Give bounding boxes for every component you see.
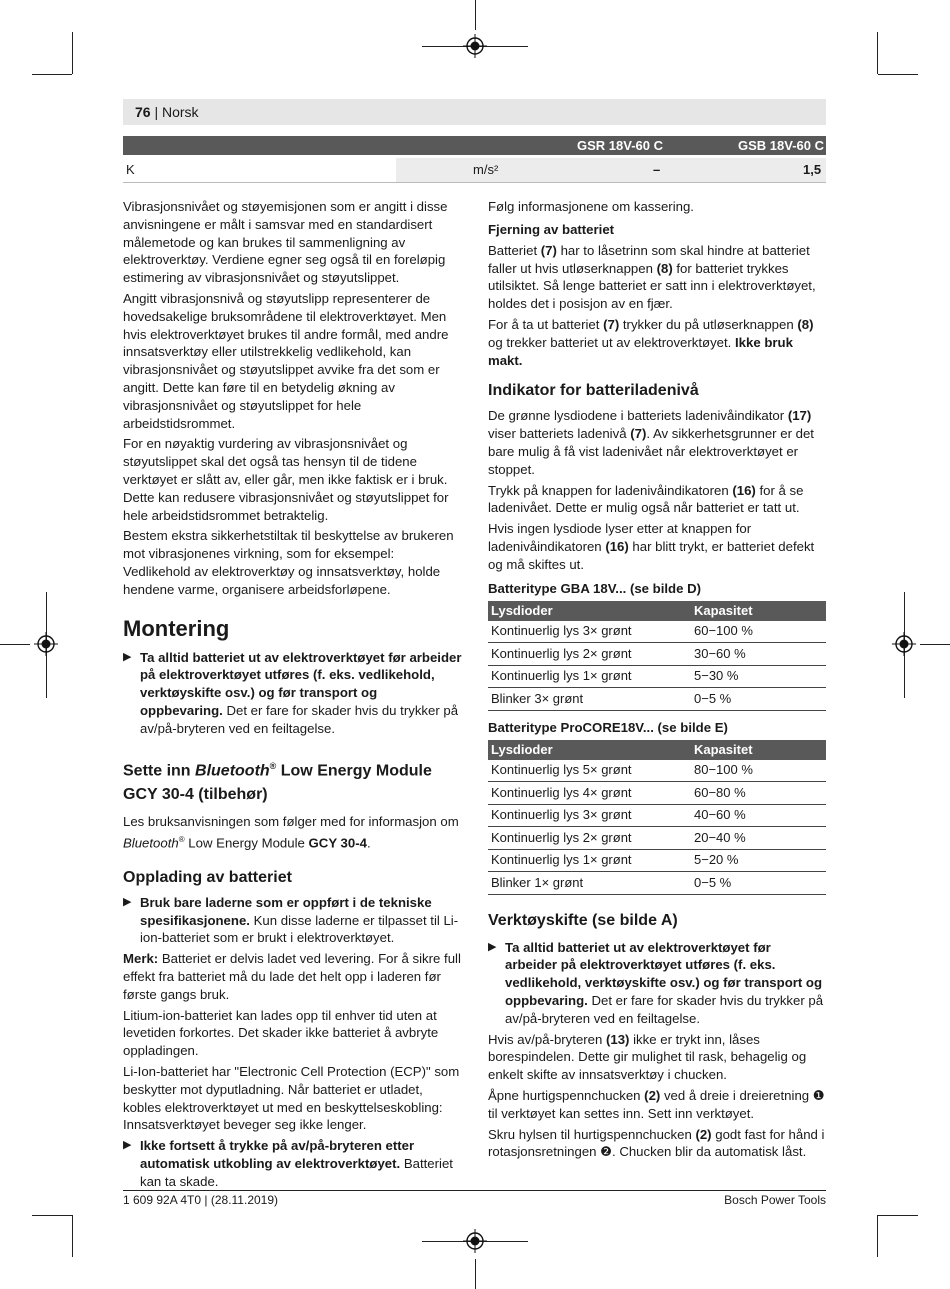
section-title-indicator: Indikator for batteriladenivå [488,382,699,400]
paragraph: Åpne hurtigspennchucken (2) ved å dreie i dreieretning ❶ til verktøyet kan settes inn. Sett inn verktøyet. [488,1087,825,1121]
bullet-text: Kun disse laderne er tilpasset til Li-ion-batteriet som er brukt i elektroverktøyet. [140,912,459,946]
paragraph: Litium-ion-batteriet kan lades opp til enhver tid uten at levetiden forkortes. Det skader ikke batteriet å avbryte oppladingen. [123,1007,439,1059]
crop-mark [877,1215,878,1257]
paragraph: Merk: Batteriet er delvis ladet ved levering. For å sikre full effekt fra batteriet må du lade det helt opp i laderen før første gangs bruk. [123,951,461,1002]
footer-brand: Bosch Power Tools [724,1193,826,1207]
left-column [123,198,463,1191]
table-row: Blinker 3× grønt 0−5 % [488,688,826,711]
page-header: 76 | Norsk [123,99,826,125]
registration-mark-icon [32,630,60,658]
warning-bullet [488,939,826,1028]
registration-mark-icon [461,32,489,60]
table-header-led: Lysdioder [488,601,691,621]
paragraph: Vibrasjonsnivået og støyemisjonen som er angitt i disse anvisningene er målt i samsvar med en standardisert målemetode og kan brukes til sammenligning av elektroverktøy. Verdiene egner seg også til en foreløpig estimering av vibrasjonsnivået og støyutslippet. [123,199,448,286]
warning-bullet [123,894,463,947]
warning-bullet [123,649,463,738]
spec-row-val2: 1,5 [803,162,822,177]
crop-mark [72,32,73,74]
crop-mark [32,74,72,75]
paragraph: Batteriet (7) har to låsetrinn som skal hindre at batteriet faller ut hvis utløserknappen (8) for batteriet trykkes utilsiktet. Så lenge batteriet er satt inn i elektroverktøyet, holdes det i posisjon av en fjær. [488,242,816,312]
bullet-text: Det er fare for skader hvis du trykker på av/på-bryteren ved en feiltagelse. [140,702,459,736]
table-row: Kontinuerlig lys 4× grønt 60−80 % [488,782,826,805]
table-row: Kontinuerlig lys 3× grønt 60−100 % [488,621,826,643]
spec-row-label: K [126,162,135,177]
bullet-bold-text: Ta alltid batteriet ut av elektroverktøyet før arbeider på elektroverktøyet utføres (f. eks. vedlikehold, verktøyskifte osv.) og før transport og oppbevaring. [505,939,823,1008]
table-header-led: Lysdioder [488,740,691,760]
section-title-charging: Opplading av batteriet [123,868,292,886]
bullet-bold-text: Ta alltid batteriet ut av elektroverktøyet før arbeider på elektroverktøyet utføres (f. eks. vedlikehold, verktøyskifte osv.) og før transport og oppbevaring. [140,649,462,718]
section-title-bluetooth: Sette inn Bluetooth® Low Energy Module GCY 30-4 (tilbehør) [123,760,432,803]
bullet-triangle-icon: ▶ [123,1139,132,1152]
registration-mark-icon [461,1227,489,1255]
table-row: Kontinuerlig lys 5× grønt 80−100 % [488,760,826,782]
crop-mark [475,1259,476,1289]
table-title-gba: Batteritype GBA 18V... (se bilde D) [488,580,702,596]
paragraph: De grønne lysdiodene i batteriets ladenivåindikator (17) viser batteriets ladenivå (7). Av sikkerhetsgrunner er det bare mulig å få vist ladenivået når elektroverktøyet er stoppet. [488,408,814,477]
battery-table-gba [488,601,826,711]
table-header-capacity: Kapasitet [691,740,826,760]
page-footer [123,1190,826,1207]
crop-mark [878,1215,918,1216]
table-row: Blinker 1× grønt 0−5 % [488,872,826,895]
step-1-icon: ❶ [812,1087,825,1103]
bullet-triangle-icon: ▶ [123,895,132,908]
crop-mark [0,644,30,645]
paragraph: For en nøyaktig vurdering av vibrasjonsnivået og støyutslippet skal det også tas hensyn til de tidene verktøyet er slått av, eller går, men ikke faktisk er i bruk. Dette kan redusere vibrasjonsnivået og støyutslippet for hele arbeidstidsrommet betraktelig. [123,436,449,523]
spec-row-val1: – [653,162,661,177]
bullet-bold-text: Ikke fortsett å trykke på av/på-bryteren etter automatisk utkobling av elektroverktøyet. [140,1138,415,1171]
bullet-text: Batteriet kan ta skade. [140,1155,453,1189]
registration-mark-icon [890,630,918,658]
paragraph: Angitt vibrasjonsnivå og støyutslipp representerer de hovedsakelige bruksområdene til elektroverktøyet. Men hvis elektroverktøyet brukes til andre formål, med andre innsatsverktøy eller utilstrekkelig vedlikehold, kan vibrasjonsnivået og støyutslippet avvike fra det som er angitt. Dette kan føre til en betydelig økning av vibrasjonsnivået og støyutslippet for hele arbeidstidsrommet. [123,290,449,431]
paragraph: Trykk på knappen for ladenivåindikatoren (16) for å se ladenivået. Dette er mulig også når batteriet er tatt ut. [488,482,804,516]
table-header-capacity: Kapasitet [691,601,826,621]
footer-docnumber: 1 609 92A 4T0 | (28.11.2019) [123,1193,279,1207]
table-row: Kontinuerlig lys 1× grønt 5−20 % [488,849,826,872]
paragraph: Hvis av/på-bryteren (13) ikke er trykt inn, låses borespindelen. Dette gir mulighet til rask, behagelig og enkelt skifte av innsatsverktøy i chucken. [488,1031,807,1083]
step-2-icon: ❷ [600,1144,612,1160]
paragraph: Skru hylsen til hurtigspennchucken (2) godt fast for hånd i rotasjonsretningen ❷. Chucken blir da automatisk låst. [488,1126,825,1160]
crop-mark [32,1215,72,1216]
spec-col-gsr: GSR 18V-60 C [577,138,663,153]
bullet-bold-text: Bruk bare laderne som er oppført i de tekniske spesifikasjonene. [140,894,432,928]
section-title-montering: Montering [123,615,230,641]
spec-col-gsb: GSB 18V-60 C [738,138,824,153]
spec-table-header [123,136,826,155]
paragraph: Les bruksanvisningen som følger med for informasjon om Bluetooth® Low Energy Module GCY 30-4. [123,813,459,851]
paragraph: Bestem ekstra sikkerhetstiltak til beskyttelse av brukeren mot vibrasjonenes virkning, som for eksempel: Vedlikehold av elektroverktøy og innsatsverktøy, holde hendene varme, organisere arbeidsforløpene. [123,528,454,597]
right-column [488,198,826,1164]
bullet-triangle-icon: ▶ [123,650,132,663]
battery-table-procore [488,740,826,895]
crop-mark [72,1215,73,1257]
paragraph: Hvis ingen lysdiode lyser etter at knappen for ladenivåindikatoren (16) har blitt trykt, er batteriet defekt og må skiftes ut. [488,521,815,572]
table-row: Kontinuerlig lys 3× grønt 40−60 % [488,804,826,827]
spec-table-row [123,158,826,183]
table-row: Kontinuerlig lys 1× grønt 5−30 % [488,665,826,688]
table-row: Kontinuerlig lys 2× grønt 30−60 % [488,643,826,666]
paragraph: For å ta ut batteriet (7) trykker du på utløserknappen (8) og trekker batteriet ut av elektroverktøyet. Ikke bruk makt. [488,316,814,368]
subsection-title-removal: Fjerning av batteriet [488,221,615,237]
crop-mark [877,32,878,74]
warning-bullet [123,1137,463,1190]
bullet-text: Det er fare for skader hvis du trykker på av/på-bryteren ved en feiltagelse. [505,992,824,1026]
crop-mark [920,644,950,645]
crop-mark [878,74,918,75]
section-title-tool-change: Verktøyskifte (se bilde A) [488,911,678,929]
page-language: Norsk [162,104,199,120]
bullet-triangle-icon: ▶ [488,940,497,953]
paragraph: Følg informasjonene om kassering. [488,199,694,214]
paragraph: Li-Ion-batteriet har "Electronic Cell Protection (ECP)" som beskytter mot dyputladning. Når batteriet er utladet, kobles elektroverktøyet ut med en beskyttelseskobling: Innsatsverktøyet beveger seg ikke lenger. [123,1064,460,1133]
table-row: Kontinuerlig lys 2× grønt 20−40 % [488,827,826,850]
page-number: 76 [135,104,151,120]
table-title-procore: Batteritype ProCORE18V... (se bilde E) [488,719,728,735]
crop-mark [475,0,476,30]
spec-row-unit: m/s² [473,162,499,177]
